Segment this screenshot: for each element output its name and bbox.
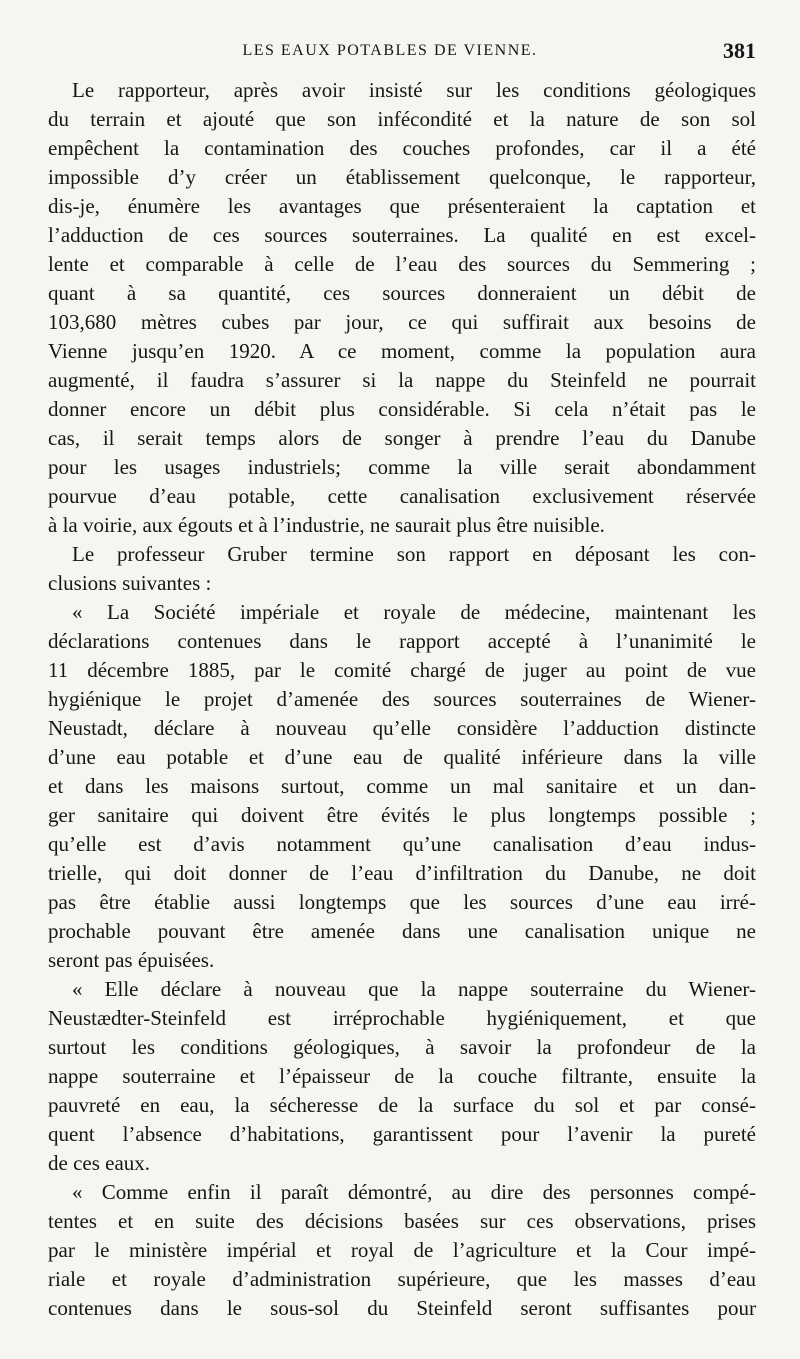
text-line: quent l’absence d’habitations, garantissent pour l’avenir la pureté bbox=[48, 1122, 756, 1146]
text-line: hygiénique le projet d’amenée des sources souterraines de Wiener- bbox=[48, 687, 756, 711]
text-line: d’une eau potable et d’une eau de qualité inférieure dans la ville bbox=[48, 745, 756, 769]
text-line: seront pas épuisées. bbox=[48, 948, 215, 972]
text-line: pourvue d’eau potable, cette canalisation exclusivement réservée bbox=[48, 484, 756, 508]
running-title: LES EAUX POTABLES DE VIENNE. bbox=[242, 42, 538, 59]
text-line: prochable pouvant être amenée dans une canalisation unique ne bbox=[48, 919, 756, 943]
page-header bbox=[0, 36, 800, 66]
text-line: pauvreté en eau, la sécheresse de la surface du sol et par consé- bbox=[48, 1093, 756, 1117]
text-line: Neustadt, déclare à nouveau qu’elle considère l’adduction distincte bbox=[48, 716, 756, 740]
text-line: Vienne jusqu’en 1920. A ce moment, comme la population aura bbox=[48, 339, 756, 363]
text-line: surtout les conditions géologiques, à savoir la profondeur de la bbox=[48, 1035, 756, 1059]
text-line: augmenté, il faudra s’assurer si la nappe du Steinfeld ne pourrait bbox=[48, 368, 756, 392]
text-line: Le professeur Gruber termine son rapport en déposant les con- bbox=[72, 542, 756, 566]
text-line: « La Société impériale et royale de médecine, maintenant les bbox=[72, 600, 756, 624]
text-line: riale et royale d’administration supérieure, que les masses d’eau bbox=[48, 1267, 756, 1291]
text-line: empêchent la contamination des couches profondes, car il a été bbox=[48, 136, 756, 160]
text-line: nappe souterraine et l’épaisseur de la couche filtrante, ensuite la bbox=[48, 1064, 756, 1088]
text-line: clusions suivantes : bbox=[48, 571, 212, 595]
text-line: ger sanitaire qui doivent être évités le plus longtemps possible ; bbox=[48, 803, 756, 827]
text-line: qu’elle est d’avis notamment qu’une canalisation d’eau indus- bbox=[48, 832, 756, 856]
text-line: Neustædter-Steinfeld est irréprochable hygiéniquement, et que bbox=[48, 1006, 756, 1030]
text-line: dis-je, énumère les avantages que présenteraient la captation et bbox=[48, 194, 756, 218]
text-line: cas, il serait temps alors de songer à prendre l’eau du Danube bbox=[48, 426, 756, 450]
text-line: déclarations contenues dans le rapport accepté à l’unanimité le bbox=[48, 629, 756, 653]
text-line: 11 décembre 1885, par le comité chargé de juger au point de vue bbox=[48, 658, 756, 682]
text-line: donner encore un débit plus considérable. Si cela n’était pas le bbox=[48, 397, 756, 421]
text-line: trielle, qui doit donner de l’eau d’infiltration du Danube, ne doit bbox=[48, 861, 756, 885]
text-line: à la voirie, aux égouts et à l’industrie, ne saurait plus être nuisible. bbox=[48, 513, 605, 537]
text-line: 103,680 mètres cubes par jour, ce qui suffirait aux besoins de bbox=[48, 310, 756, 334]
text-line: « Comme enfin il paraît démontré, au dire des personnes compé- bbox=[72, 1180, 756, 1204]
text-line: et dans les maisons surtout, comme un mal sanitaire et un dan- bbox=[48, 774, 756, 798]
text-line: quant à sa quantité, ces sources donneraient un débit de bbox=[48, 281, 756, 305]
text-line: impossible d’y créer un établissement quelconque, le rapporteur, bbox=[48, 165, 756, 189]
text-line: lente et comparable à celle de l’eau des sources du Semmering ; bbox=[48, 252, 756, 276]
text-line: contenues dans le sous-sol du Steinfeld seront suffisantes pour bbox=[48, 1296, 756, 1320]
text-line: du terrain et ajouté que son infécondité et la nature de son sol bbox=[48, 107, 756, 131]
text-line: par le ministère impérial et royal de l’agriculture et la Cour impé- bbox=[48, 1238, 756, 1262]
text-line: tentes et en suite des décisions basées sur ces observations, prises bbox=[48, 1209, 756, 1233]
body-text bbox=[48, 76, 756, 1323]
text-line: l’adduction de ces sources souterraines. La qualité en est excel- bbox=[48, 223, 756, 247]
text-line: « Elle déclare à nouveau que la nappe souterraine du Wiener- bbox=[72, 977, 756, 1001]
text-line: Le rapporteur, après avoir insisté sur les conditions géologiques bbox=[72, 78, 756, 102]
text-line: pas être établie aussi longtemps que les sources d’une eau irré- bbox=[48, 890, 756, 914]
page-number: 381 bbox=[723, 38, 756, 63]
text-line: pour les usages industriels; comme la ville serait abondamment bbox=[48, 455, 756, 479]
text-line: de ces eaux. bbox=[48, 1151, 151, 1175]
